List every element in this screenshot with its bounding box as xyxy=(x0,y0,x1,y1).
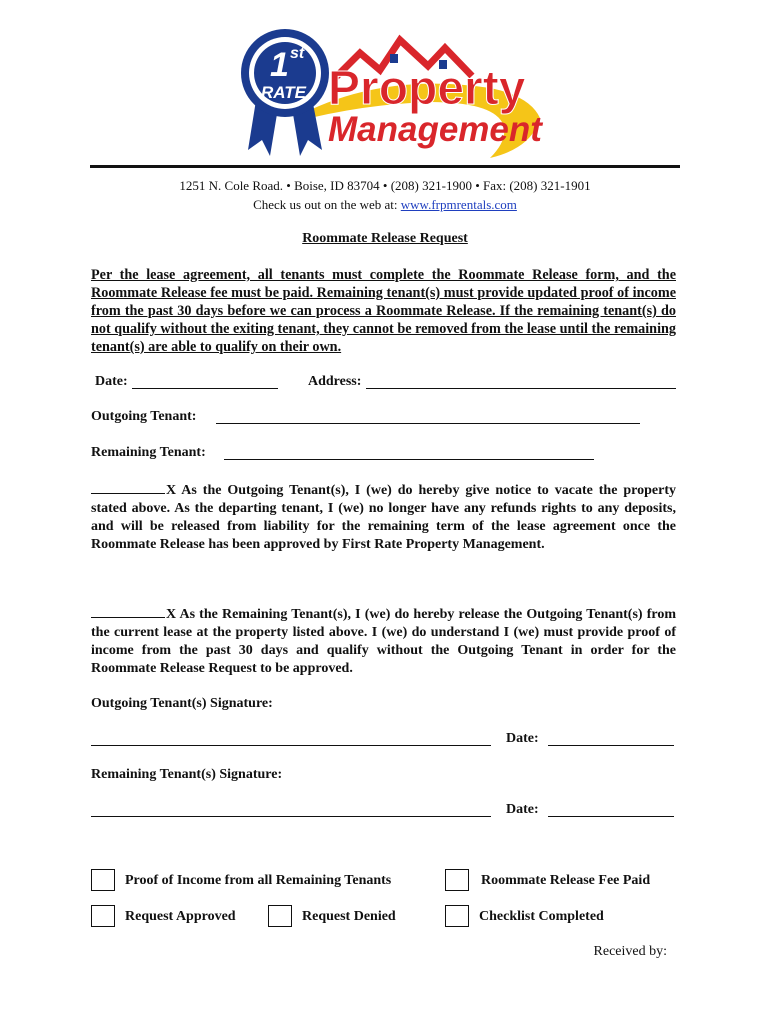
received-by-label: Received by: xyxy=(593,944,667,959)
website-line xyxy=(0,197,770,213)
remaining-statement xyxy=(91,605,676,678)
remaining-signature-label: Remaining Tenant(s) Signature: xyxy=(91,767,283,782)
remaining-tenant-field[interactable] xyxy=(224,459,594,460)
remaining-initials-field[interactable] xyxy=(91,605,165,618)
form-title: Roommate Release Request xyxy=(302,231,468,246)
proof-income-checkbox[interactable] xyxy=(91,869,115,891)
remaining-signature-field[interactable] xyxy=(91,816,491,817)
request-denied-label: Request Denied xyxy=(302,909,396,924)
request-approved-label: Request Approved xyxy=(125,909,236,924)
website-link[interactable]: www.frpmrentals.com xyxy=(400,197,517,212)
outgoing-initials-field[interactable] xyxy=(91,481,165,494)
logo-badge-suffix: st xyxy=(290,45,305,62)
outgoing-sig-date-label: Date: xyxy=(506,731,539,746)
proof-income-label: Proof of Income from all Remaining Tenants xyxy=(125,873,392,888)
checklist-completed-checkbox[interactable] xyxy=(445,905,469,927)
remaining-tenant-label: Remaining Tenant: xyxy=(91,445,206,460)
company-logo xyxy=(240,18,550,168)
website-prefix: Check us out on the web at: xyxy=(253,197,398,212)
intro-paragraph: Per the lease agreement, all tenants must complete the Roommate Release form, and the Roommate Release fee must be paid. Remaining tenant(s) must provide updated proof of income from the past 30 days before we can process a Roommate Release. If the remaining tenant(s) do not qualify without the exiting tenant, they cannot be removed from the lease until the remaining tenant(s) are able to qualify on their own. xyxy=(91,267,676,355)
address-field[interactable] xyxy=(366,388,676,389)
remaining-sig-date-label: Date: xyxy=(506,802,539,817)
fee-paid-checkbox[interactable] xyxy=(445,869,469,891)
outgoing-sig-date-field[interactable] xyxy=(548,745,674,746)
logo-word-property: Property xyxy=(328,62,526,115)
fee-paid-label: Roommate Release Fee Paid xyxy=(481,873,651,888)
address-label: Address: xyxy=(308,374,362,389)
outgoing-tenant-label: Outgoing Tenant: xyxy=(91,409,197,424)
checklist-completed-label: Checklist Completed xyxy=(479,909,604,924)
logo-badge-rate: RATE xyxy=(261,83,307,102)
logo-badge-number: 1 xyxy=(270,46,289,84)
request-denied-checkbox[interactable] xyxy=(268,905,292,927)
remaining-sig-date-field[interactable] xyxy=(548,816,674,817)
outgoing-signature-field[interactable] xyxy=(91,745,491,746)
date-field[interactable] xyxy=(132,388,278,389)
outgoing-statement-text: X As the Outgoing Tenant(s), I (we) do hereby give notice to vacate the property stated above. As the departing tenant, I (we) no longer have any refunds rights to any deposits, and will be released from liability for the remaining term of the lease agreement once the Roommate Release has been approved by First Rate Property Management. xyxy=(91,483,676,552)
logo-word-management: Management xyxy=(328,110,542,149)
outgoing-statement xyxy=(91,481,676,554)
remaining-statement-text: X As the Remaining Tenant(s), I (we) do hereby release the Outgoing Tenant(s) from the current lease at the property listed above. I (we) do understand I (we) must provide proof of income from the past 30 days and qualify without the Outgoing Tenant in order for the Roommate Release Request to be approved. xyxy=(91,607,676,676)
outgoing-signature-label: Outgoing Tenant(s) Signature: xyxy=(91,696,273,711)
request-approved-checkbox[interactable] xyxy=(91,905,115,927)
outgoing-tenant-field[interactable] xyxy=(216,423,640,424)
date-label: Date: xyxy=(95,374,128,389)
header-rule xyxy=(90,165,680,168)
company-address: 1251 N. Cole Road. • Boise, ID 83704 • (208) 321-1900 • Fax: (208) 321-1901 xyxy=(179,178,591,193)
